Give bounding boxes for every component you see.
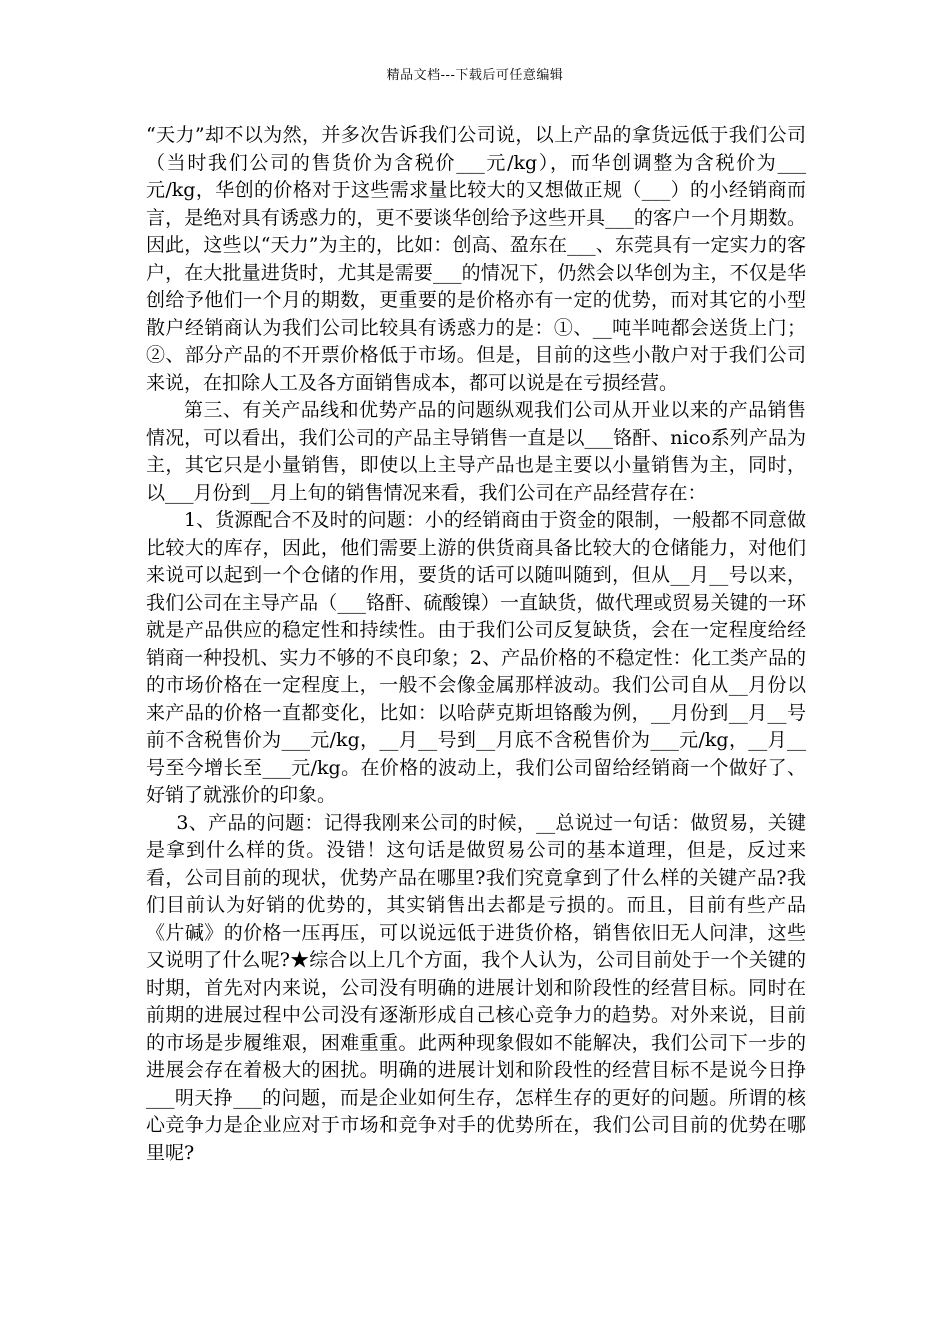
paragraph-4: 3、产品的问题：记得我刚来公司的时候，__总说过一句话：做贸易，关键是拿到什么样的货。没错！这句话是做贸易公司的基本道理，但是，反过来看，公司目前的现状，优势产品在哪里?我们究竟拿到了什么样的关键产品?我们目前认为好销的优势的，其实销售出去都是亏损的。而且，目前有些产品《片碱》的价格一压再压，可以说远低于进货价格，销售依旧无人问津，这些又说明了什么呢?★综合以上几个方面，我个人认为，公司目前处于一个关键的时期，首先对内来说，公司没有明确的进展计划和阶段性的经营目标。同时在前期的进展过程中公司没有逐渐形成自己核心竞争力的趋势。对外来说，目前的市场是步履维艰，困难重重。此两种现象假如不能解决，我们公司下一步的进展会存在着极大的困扰。明确的进展计划和阶段性的经营目标不是说今日挣___明天挣___的问题，而是企业如何生存，怎样生存的更好的问题。所谓的核心竞争力是企业应对于市场和竞争对手的优势所在，我们公司目前的优势在哪里呢? [146,811,806,1164]
page-header: 精品文档---下载后可任意编辑 [386,68,564,83]
paragraph-2: 第三、有关产品线和优势产品的问题纵观我们公司从开业以来的产品销售情况，可以看出，我们公司的产品主导销售一直是以___铬酐、nico系列产品为主，其它只是小量销售，即使以上主导产品也是主要以小量销售为主，同时，以___月份到__月上旬的销售情况来看，我们公司在产品经营存在： [146,399,806,504]
document-body [146,122,806,1167]
paragraph-3: 1、货源配合不及时的问题：小的经销商由于资金的限制，一般都不同意做比较大的库存，因此，他们需要上游的供货商具备比较大的仓储能力，对他们来说可以起到一个仓储的作用，要货的话可以随叫随到，但从__月__号以来，我们公司在主导产品（___铬酐、硫酸镍）一直缺货，做代理或贸易关键的一环就是产品供应的稳定性和持续性。由于我们公司反复缺货，会在一定程度给经销商一种投机、实力不够的不良印象；2、产品价格的不稳定性：化工类产品的的市场价格在一定程度上，一般不会像金属那样波动。我们公司自从__月份以来产品的价格一直都变化，比如：以哈萨克斯坦铬酸为例，__月份到__月__号前不含税售价为___元/kg，__月__号到__月底不含税售价为___元/kg，__月__号至今增长至___元/kg。在价格的波动上，我们公司留给经销商一个做好了、好销了就涨价的印象。 [146,509,806,806]
paragraph-1: “天力”却不以为然，并多次告诉我们公司说，以上产品的拿货远低于我们公司（当时我们公司的售货价为含税价___元/kg），而华创调整为含税价为___元/kg，华创的价格对于这些需求量比较大的又想做正规（___）的小经销商而言，是绝对具有诱惑力的，更不要谈华创给予这些开具___的客户一个月期数。因此，这些以“天力”为主的，比如：创高、盈东在___、东莞具有一定实力的客户，在大批量进货时，尤其是需要___的情况下，仍然会以华创为主，不仅是华创给予他们一个月的期数，更重要的是价格亦有一定的优势，而对其它的小型散户经销商认为我们公司比较具有诱惑力的是：①、__吨半吨都会送货上门；②、部分产品的不开票价格低于市场。但是，目前的这些小散户对于我们公司来说，在扣除人工及各方面销售成本，都可以说是在亏损经营。 [146,124,806,394]
